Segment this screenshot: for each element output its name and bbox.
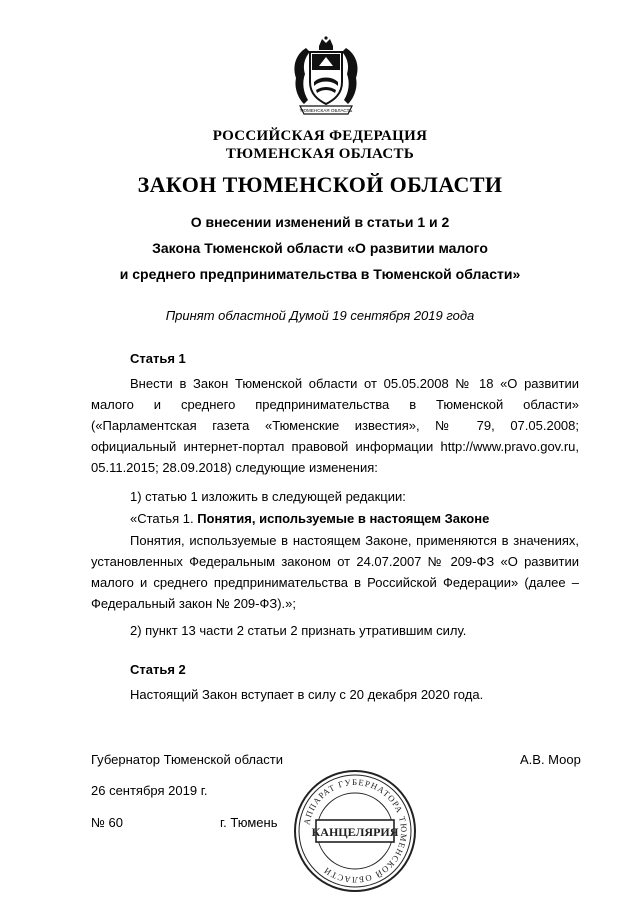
signing-date: 26 сентября 2019 г. bbox=[91, 783, 208, 798]
article-2-heading: Статья 2 bbox=[130, 662, 186, 677]
article-2-paragraph-1: Настоящий Закон вступает в силу с 20 декабря 2020 года. bbox=[130, 687, 484, 702]
subject-line-2: Закона Тюменской области «О развитии малого bbox=[152, 240, 488, 256]
office-stamp-icon bbox=[292, 768, 418, 894]
region-heading: ТЮМЕНСКАЯ ОБЛАСТЬ bbox=[225, 146, 415, 162]
article-1-paragraph-1: Внести в Закон Тюменской области от 05.05.2008 № 18 «О развитии малого и среднего предпринимательства в Тюменской области» («Парламентская газета «Тюменские известия», № 79, 07.05.2008; официальный интернет-портал правовой информации http://www.pravo.gov.ru, 05.11.2015; 28.09.2018) следующие изменения: bbox=[91, 376, 579, 475]
article-1-quoted-heading bbox=[130, 508, 489, 529]
stamp-ring-text: АППАРАТ ГУБЕРНАТОРА ТЮМЕНСКОЙ ОБЛАСТИ bbox=[301, 776, 410, 886]
signing-city: г. Тюмень bbox=[220, 815, 278, 830]
subject-line-3: и среднего предпринимательства в Тюменской области» bbox=[119, 266, 521, 282]
article-1-paragraph-5: 2) пункт 13 части 2 статьи 2 признать утратившим силу. bbox=[130, 623, 467, 638]
quoted-article-title: Понятия, используемые в настоящем Законе bbox=[197, 511, 490, 526]
law-number: № 60 bbox=[91, 815, 124, 830]
quoted-article-prefix: «Статья 1. bbox=[130, 511, 198, 526]
subject-line-1: О внесении изменений в статьи 1 и 2 bbox=[190, 214, 450, 230]
coat-of-arms-icon bbox=[286, 36, 366, 118]
svg-text:ТЮМЕНСКАЯ ОБЛАСТЬ: ТЮМЕНСКАЯ ОБЛАСТЬ bbox=[299, 108, 353, 114]
adoption-note: Принят областной Думой 19 сентября 2019 года bbox=[165, 308, 475, 323]
governor-name: А.В. Моор bbox=[520, 752, 581, 767]
article-1-heading: Статья 1 bbox=[130, 351, 186, 366]
stamp-center-text: КАНЦЕЛЯРИЯ bbox=[311, 825, 399, 839]
federation-heading: РОССИЙСКАЯ ФЕДЕРАЦИЯ bbox=[212, 128, 428, 144]
governor-title: Губернатор Тюменской области bbox=[91, 752, 283, 767]
article-1-paragraph-2: 1) статью 1 изложить в следующей редакции: bbox=[130, 489, 406, 504]
law-title: ЗАКОН ТЮМЕНСКОЙ ОБЛАСТИ bbox=[137, 172, 503, 197]
article-1-paragraph-4: Понятия, используемые в настоящем Законе, применяются в значениях, установленных Федеральным законом от 24.07.2007 № 209-ФЗ «О развитии малого и среднего предпринимательства в Российской Федерации» (далее – Федеральный закон № 209-ФЗ).»; bbox=[91, 533, 579, 611]
